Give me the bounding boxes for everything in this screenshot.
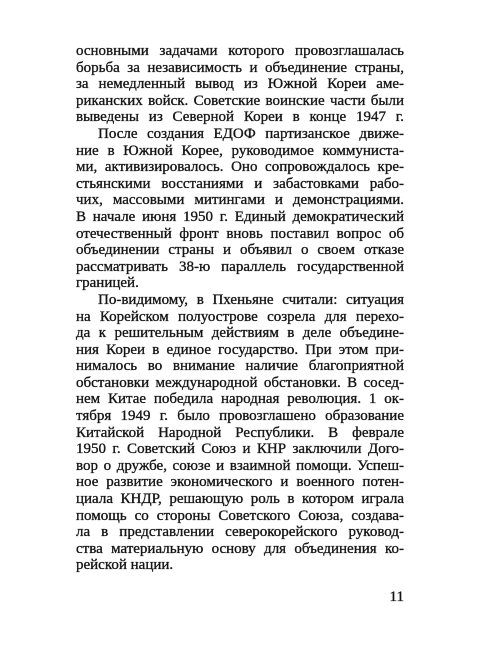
text-line: борьба за независимость и объединение страны,: [76, 59, 404, 76]
text-line: чих, массовыми митингами и демонстрациями.: [76, 192, 404, 209]
text-line: ла в представлении северокорейского руковод-: [76, 524, 404, 541]
paragraph-2: [76, 126, 404, 292]
text-line: помощь со стороны Советского Союза, создава-: [76, 507, 404, 524]
text-line: рейской нации.: [76, 557, 174, 574]
text-line: тября 1949 г. было провозглашено образование: [76, 408, 404, 425]
text-line: стьянскими восстаниями и забастовками рабо-: [76, 175, 404, 192]
text-line: После создания ЕДОФ партизанское движе-: [98, 125, 404, 142]
text-line: циала КНДР, решающую роль в котором играла: [76, 491, 404, 508]
text-line: В начале июня 1950 г. Единый демократический: [76, 208, 404, 225]
text-line: риканских войск. Советские воинские части были: [76, 92, 404, 109]
text-line: ния Кореи в единое государство. При этом при-: [76, 341, 404, 358]
paragraph-1: [76, 43, 404, 126]
text-line: Китайской Народной Республики. В феврале: [76, 424, 404, 441]
text-line: По-видимому, в Пхеньяне считали: ситуация: [98, 291, 404, 308]
text-line: ства материальную основу для объединения ко-: [76, 540, 404, 557]
text-line: нем Китае победила народная революция. 1 ок-: [76, 391, 404, 408]
text-line: объединении страны и объявил о своем отказе: [76, 242, 404, 259]
text-line: ми, активизировалось. Оно сопровождалось кре-: [76, 159, 404, 176]
body-text: [76, 43, 404, 574]
text-line: за немедленный вывод из Южной Кореи аме-: [76, 76, 404, 93]
text-line: основными задачами которого провозглашалась: [76, 43, 404, 59]
page-number: 11: [389, 589, 404, 605]
text-line: обстановки международной обстановки. В сосед-: [76, 374, 404, 391]
text-line: да к решительным действиям в деле объедине-: [76, 325, 404, 342]
text-line: ние в Южной Корее, руководимое коммуниста-: [76, 142, 404, 159]
text-line: 1950 г. Советский Союз и КНР заключили Дого-: [76, 441, 404, 458]
text-line: выведены из Северной Кореи в конце 1947 г.: [76, 109, 404, 126]
text-line: вор о дружбе, союзе и взаимной помощи. Успеш-: [76, 457, 404, 474]
text-line: границей.: [76, 275, 139, 292]
text-line: на Корейском полуострове созрела для перехо-: [76, 308, 404, 325]
text-line: рассматривать 38-ю параллель государственной: [76, 258, 404, 275]
text-line: отечественный фронт вновь поставил вопрос об: [76, 225, 404, 242]
paragraph-3: [76, 292, 404, 574]
text-line: нималось во внимание наличие благоприятной: [76, 358, 404, 375]
text-line: ное развитие экономического и военного потен-: [76, 474, 404, 491]
